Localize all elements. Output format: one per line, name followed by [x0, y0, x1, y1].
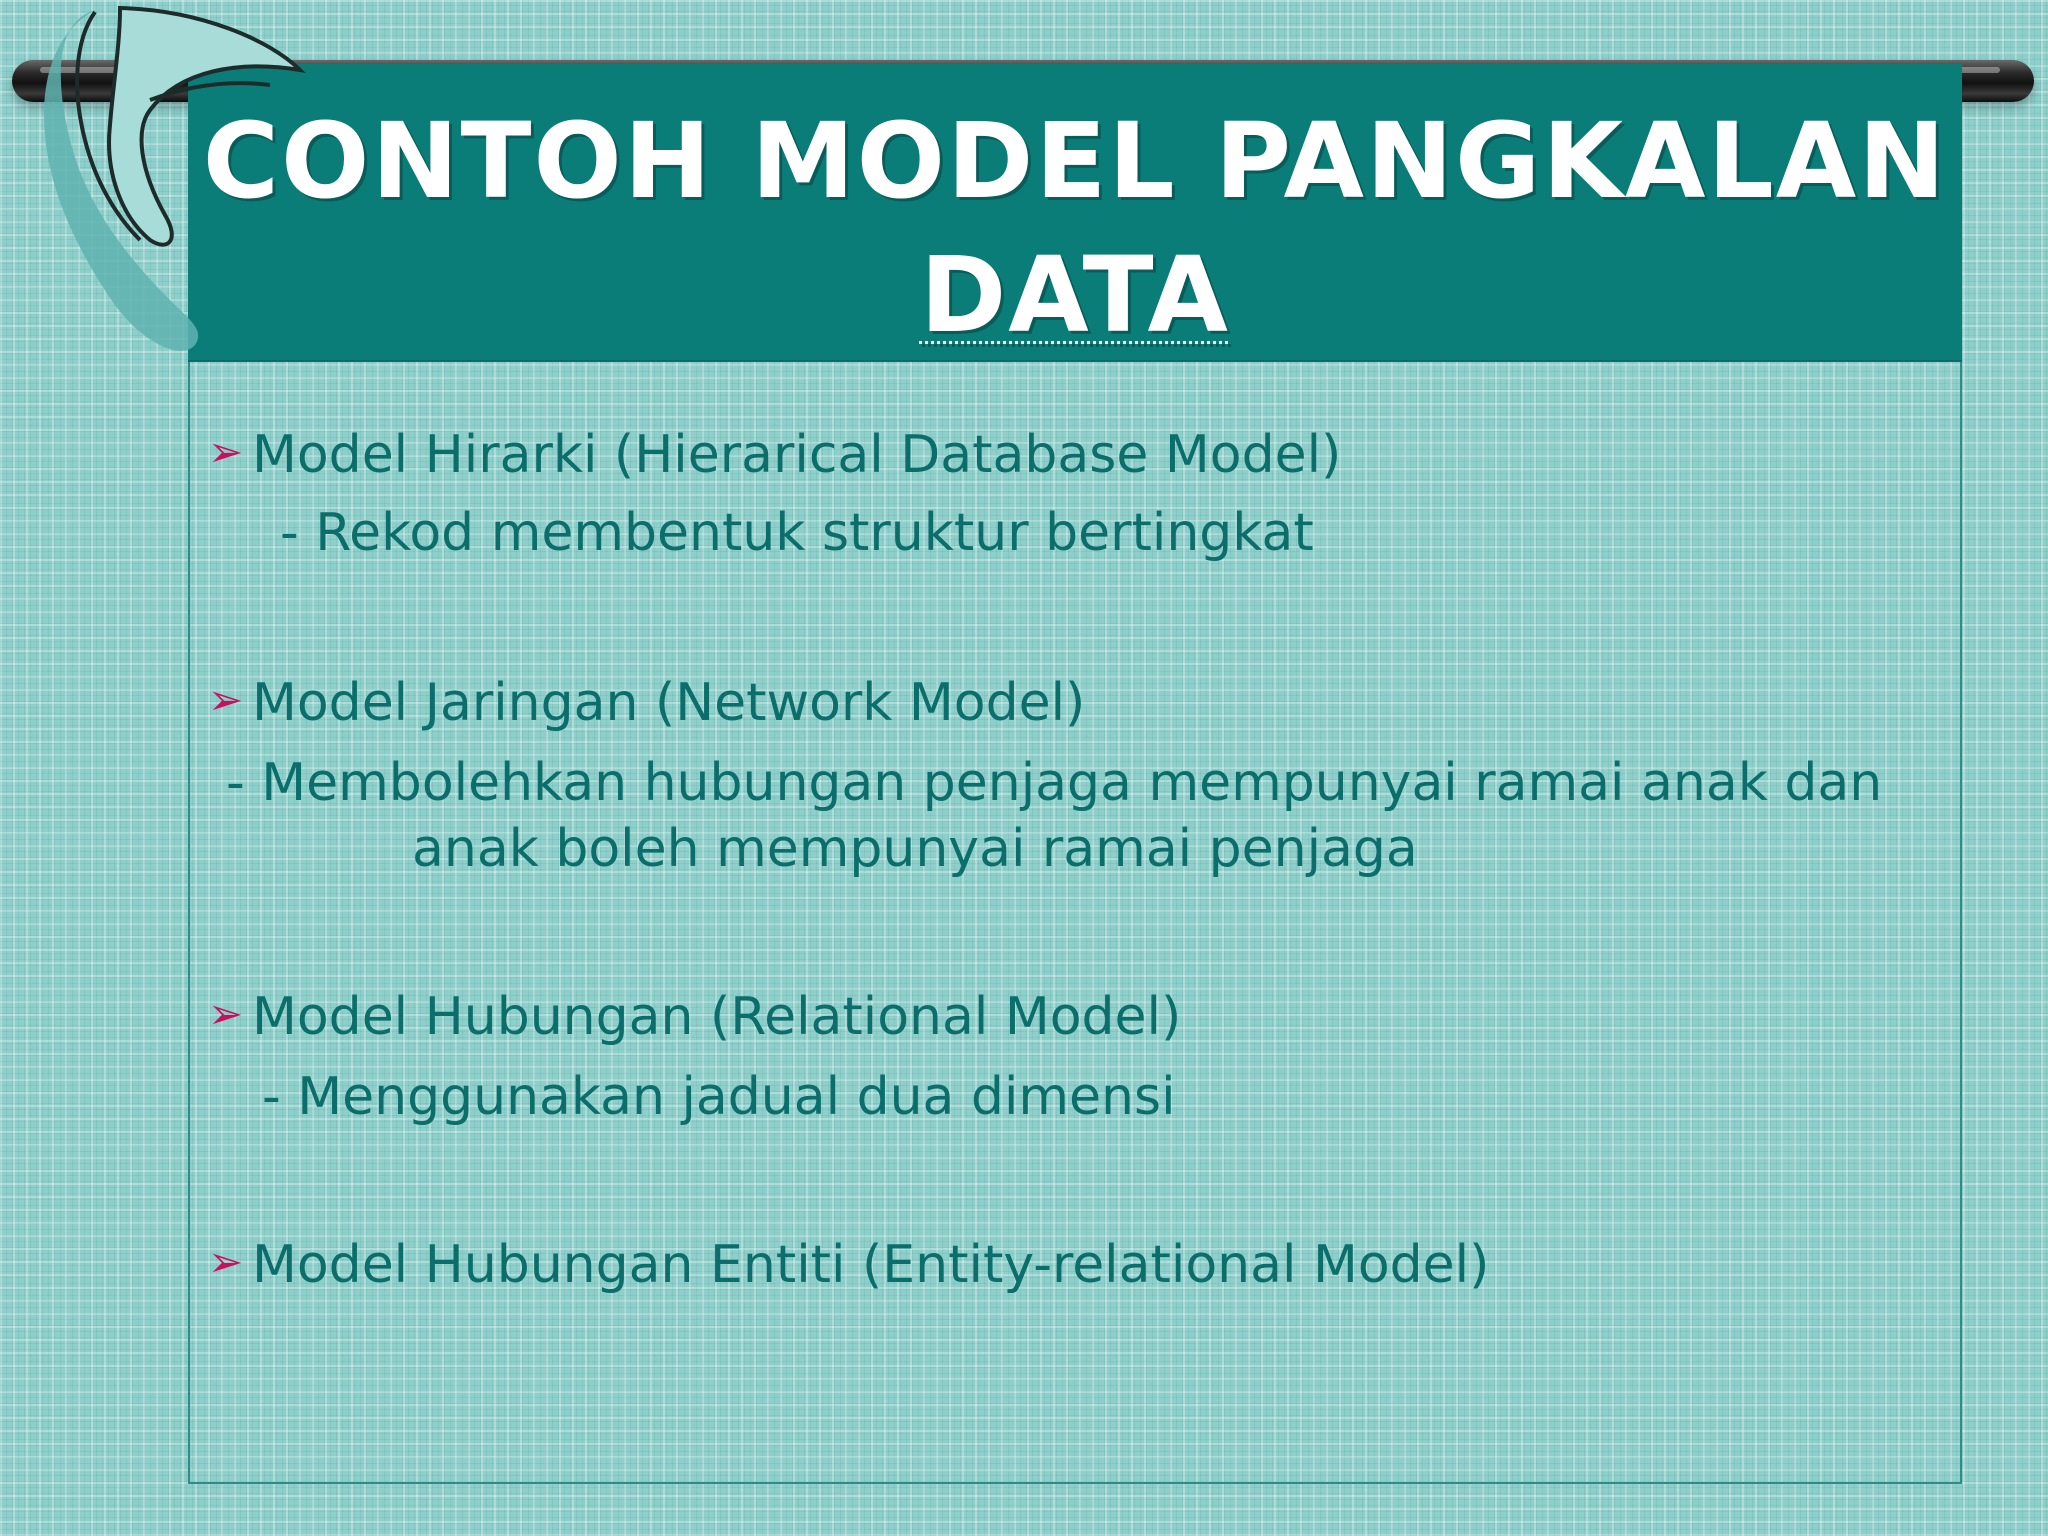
title-line-2: DATA: [919, 234, 1231, 356]
list-item: [208, 1230, 1489, 1297]
item-heading: Model Hirarki (Hierarical Database Model): [252, 425, 1342, 485]
title-bar: [188, 64, 1962, 360]
item-heading: Model Jaringan (Network Model): [252, 673, 1086, 733]
item-detail: - Membolehkan hubungan penjaga mempunyai ramai anak dan: [226, 753, 1883, 813]
arrow-bullet-icon: ➢: [208, 1237, 244, 1286]
list-item: [208, 420, 1341, 487]
arrow-bullet-icon: ➢: [208, 675, 244, 724]
slide-title: [188, 94, 1962, 362]
arrow-bullet-icon: ➢: [208, 989, 244, 1038]
title-line-1: CONTOH MODEL PANGKALAN: [202, 100, 1948, 222]
item-heading: Model Hubungan (Relational Model): [252, 987, 1182, 1047]
hanger-hook-icon: [0, 0, 320, 390]
item-heading: Model Hubungan Entiti (Entity-relational Model): [252, 1235, 1490, 1295]
list-item: [208, 982, 1181, 1049]
arrow-bullet-icon: ➢: [208, 427, 244, 476]
item-detail: anak boleh mempunyai ramai penjaga: [412, 819, 1418, 879]
list-item: [208, 668, 1085, 735]
item-detail: - Menggunakan jadual dua dimensi: [262, 1067, 1176, 1127]
item-detail: - Rekod membentuk struktur bertingkat: [280, 503, 1314, 563]
